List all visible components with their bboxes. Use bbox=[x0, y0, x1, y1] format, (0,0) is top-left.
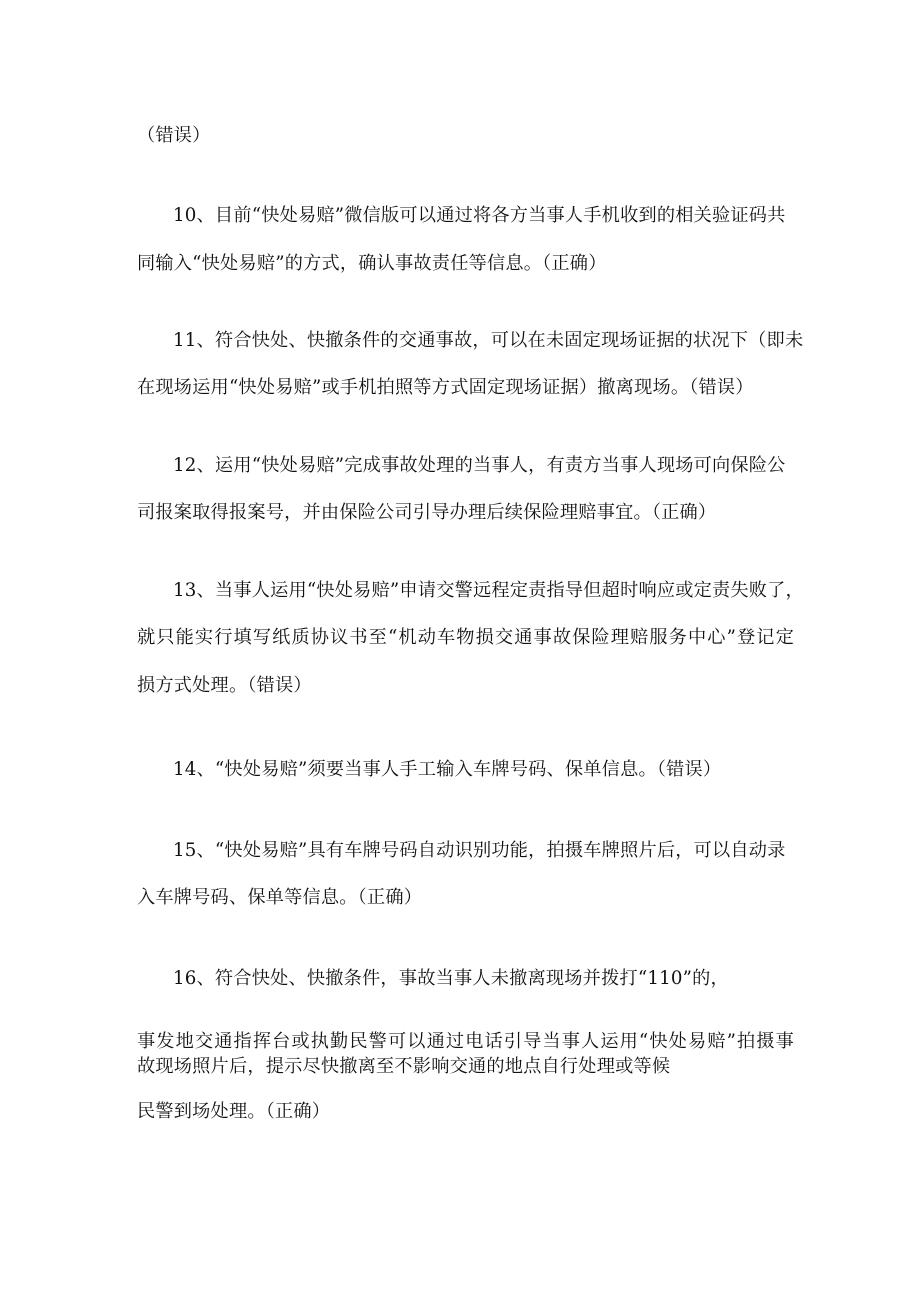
question-13-line-3: 损方式处理。（错误） bbox=[137, 675, 312, 696]
question-13-line-2: 就只能实行填写纸质协议书至“机动车物损交通事故保险理赔服务中心”登记定 bbox=[137, 627, 794, 648]
question-11-line-1: 11、符合快处、快撤条件的交通事故，可以在未固定现场证据的状况下（即未 bbox=[173, 330, 804, 351]
question-12-line-1: 12、运用“快处易赔”完成事故处理的当事人，有责方当事人现场可向保险公 bbox=[173, 455, 786, 476]
question-14-line-1: 14、“快处易赔”须要当事人手工输入车牌号码、保单信息。（错误） bbox=[173, 759, 722, 780]
question-10-line-1: 10、目前“快处易赔”微信版可以通过将各方当事人手机收到的相关验证码共 bbox=[173, 205, 786, 226]
question-15-line-2: 入车牌号码、保单等信息。（正确） bbox=[137, 887, 423, 908]
answer-line-9-result: （错误） bbox=[137, 125, 211, 146]
question-13-line-1: 13、当事人运用“快处易赔”申请交警远程定责指导但超时响应或定责失败了， bbox=[173, 580, 804, 601]
question-16-line-3: 故现场照片后，提示尽快撤离至不影响交通的地点自行处理或等候 bbox=[137, 1056, 671, 1077]
question-15-line-1: 15、“快处易赔”具有车牌号码自动识别功能，拍摄车牌照片后，可以自动录 bbox=[173, 840, 786, 861]
question-16-line-2: 事发地交通指挥台或执勤民警可以通过电话引导当事人运用“快处易赔”拍摄事 bbox=[137, 1031, 794, 1052]
question-11-line-2: 在现场运用“快处易赔”或手机拍照等方式固定现场证据）撤离现场。（错误） bbox=[137, 377, 754, 398]
question-16-line-1: 16、符合快处、快撤条件，事故当事人未撤离现场并拨打“110”的， bbox=[173, 968, 729, 989]
question-16-line-4: 民警到场处理。（正确） bbox=[137, 1101, 331, 1122]
question-10-line-2: 同输入“快处易赔”的方式，确认事故责任等信息。（正确） bbox=[137, 253, 607, 274]
question-12-line-2: 司报案取得报案号，并由保险公司引导办理后续保险理赔事宜。（正确） bbox=[137, 502, 717, 523]
